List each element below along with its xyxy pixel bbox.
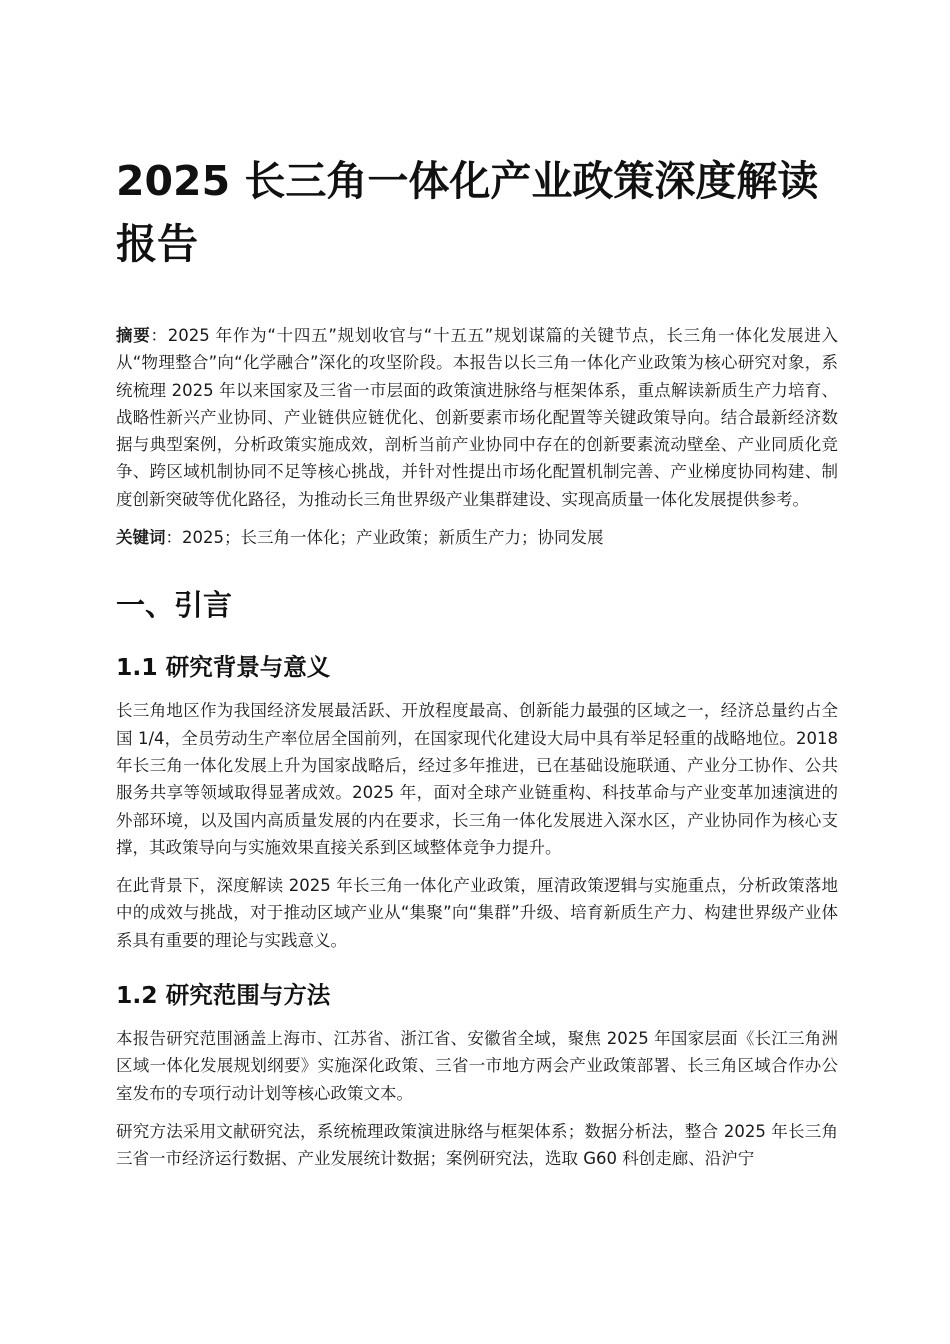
- body-paragraph: 在此背景下，深度解读 2025 年长三角一体化产业政策，厘清政策逻辑与实施重点，分析政策落地中的成效与挑战，对于推动区域产业从“集聚”向“集群”升级、培育新质生产力、构建世界级产业体系具有重要的理论与实践意义。: [116, 876, 838, 950]
- document-title: 2025 长三角一体化产业政策深度解读报告: [116, 157, 819, 268]
- keywords-paragraph: [116, 524, 838, 551]
- document-page: [116, 150, 838, 1173]
- keywords-label: 关键词: [116, 528, 166, 548]
- abstract-separator: ：: [150, 326, 168, 345]
- body-paragraph: 本报告研究范围涵盖上海市、江苏省、浙江省、安徽省全域，聚焦 2025 年国家层面《长江三角洲区域一体化发展规划纲要》实施深化政策、三省一市地方两会产业政策部署、长三角区域合作办公室发布的专项行动计划等核心政策文本。: [116, 1029, 838, 1103]
- abstract-label: 摘要: [116, 326, 151, 345]
- keywords-separator: ：: [165, 528, 182, 548]
- abstract-text: 2025 年作为“十四五”规划收官与“十五五”规划谋篇的关键节点，长三角一体化发展进入从“物理整合”向“化学融合”深化的攻坚阶段。本报告以长三角一体化产业政策为核心研究对象，系统梳理 2025 年以来国家及三省一市层面的政策演进脉络与框架体系，重点解读新质生产力培育、战略性新兴产业协同、产业链供应链优化、创新要素市场化配置等关键政策导向。结合最新经济数据与典型案例，分析政策实施成效，剖析当前产业协同中存在的创新要素流动壁垒、产业同质化竞争、跨区域机制协同不足等核心挑战，并针对性提出市场化配置机制完善、产业梯度协同构建、制度创新突破等优化路径，为推动长三角世界级产业集群建设、实现高质量一体化发展提供参考。: [116, 326, 838, 509]
- subsection-heading-background: 1.1 研究背景与意义: [116, 653, 331, 682]
- body-paragraph: 长三角地区作为我国经济发展最活跃、开放程度最高、创新能力最强的区域之一，经济总量约占全国 1/4，全员劳动生产率位居全国前列，在国家现代化建设大局中具有举足轻重的战略地位。2018 年长三角一体化发展上升为国家战略后，经过多年推进，已在基础设施联通、产业分工协作、公共服务共享等领域取得显著成效。2025 年，面对全球产业链重构、科技革命与产业变革加速演进的外部环境，以及国内高质量发展的内在要求，长三角一体化发展进入深水区，产业协同作为核心支撑，其政策导向与实施效果直接关系到区域整体竞争力提升。: [116, 701, 838, 857]
- subsection-heading-scope-method: 1.2 研究范围与方法: [116, 981, 331, 1010]
- body-paragraph: 研究方法采用文献研究法，系统梳理政策演进脉络与框架体系；数据分析法，整合 2025 年长三角三省一市经济运行数据、产业发展统计数据；案例研究法，选取 G60 科创走廊、沿沪宁: [116, 1121, 838, 1169]
- abstract-paragraph: [116, 322, 838, 513]
- section-heading-introduction: 一、引言: [116, 588, 233, 623]
- keywords-text: 2025；长三角一体化；产业政策；新质生产力；协同发展: [182, 528, 604, 548]
